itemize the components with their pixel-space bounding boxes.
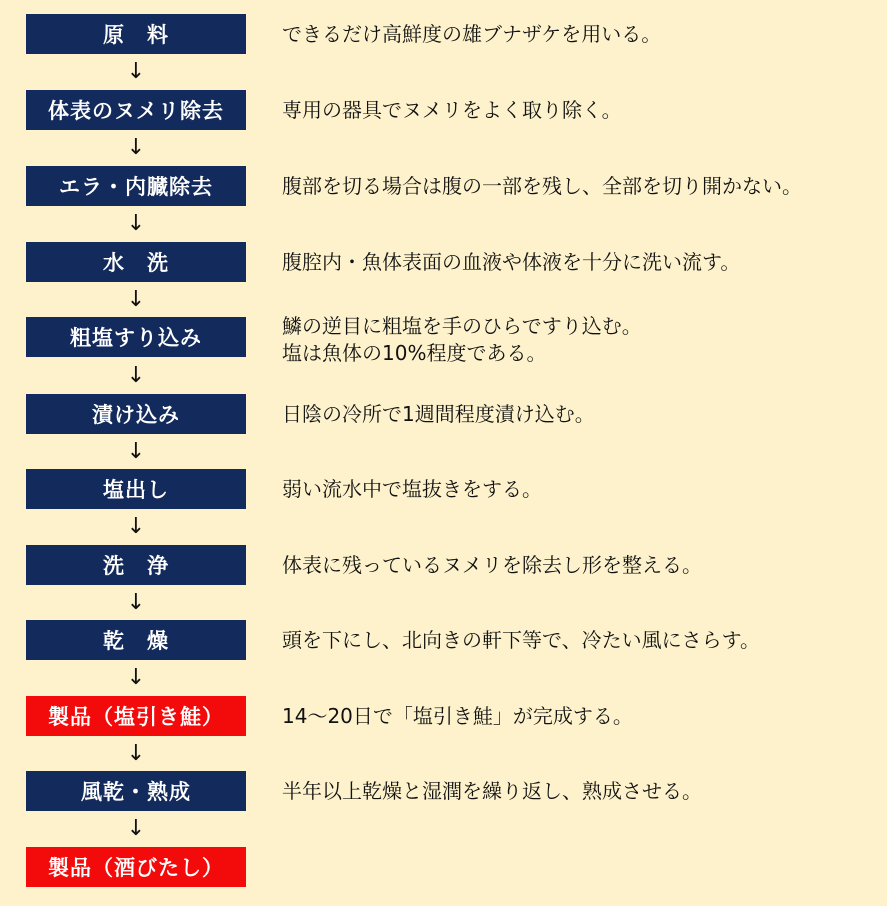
process-step-box: 体表のヌメリ除去 — [26, 90, 246, 130]
step-description — [282, 249, 740, 276]
step-description — [282, 476, 542, 503]
product-step-box: 製品（酒びたし） — [26, 847, 246, 887]
down-arrow-icon: ↓ — [126, 135, 146, 160]
process-step-box: エラ・内臓除去 — [26, 166, 246, 206]
down-arrow-icon: ↓ — [126, 665, 146, 690]
process-step-box: 乾 燥 — [26, 620, 246, 660]
step-description — [282, 552, 702, 579]
description-line: 塩は魚体の10%程度である。 — [282, 341, 547, 365]
step-description — [282, 21, 661, 48]
down-arrow-icon: ↓ — [126, 59, 146, 84]
process-step-box: 洗 浄 — [26, 545, 246, 585]
step-description — [282, 401, 595, 428]
down-arrow-icon: ↓ — [126, 362, 146, 388]
process-step-box: 塩出し — [26, 469, 246, 509]
description-line: 専用の器具でヌメリをよく取り除く。 — [282, 97, 622, 122]
description-line: できるだけ高鮮度の雄ブナザケを用いる。 — [282, 21, 662, 46]
down-arrow-icon: ↓ — [126, 286, 146, 312]
description-line: 頭を下にし、北向きの軒下等で、冷たい風にさらす。 — [282, 627, 760, 652]
product-step-box: 製品（塩引き鮭） — [26, 696, 246, 736]
description-line: 鱗の逆目に粗塩を手のひらですり込む。 — [282, 314, 642, 338]
process-step-box: 粗塩すり込み — [26, 317, 246, 357]
step-description — [282, 313, 642, 367]
description-line: 半年以上乾燥と湿潤を繰り返し、熟成させる。 — [282, 778, 702, 803]
description-line: 腹部を切る場合は腹の一部を残し、全部を切り開かない。 — [282, 173, 802, 198]
step-description — [282, 173, 802, 200]
step-description — [282, 778, 702, 805]
down-arrow-icon: ↓ — [126, 816, 146, 841]
description-line: 14～20日で「塩引き鮭」が完成する。 — [282, 703, 633, 728]
process-step-box: 風乾・熟成 — [26, 771, 246, 811]
process-step-box: 漬け込み — [26, 394, 246, 434]
step-description — [282, 703, 633, 730]
description-line: 弱い流水中で塩抜きをする。 — [282, 476, 542, 501]
down-arrow-icon: ↓ — [126, 589, 146, 615]
step-description — [282, 97, 622, 124]
process-step-box: 水 洗 — [26, 242, 246, 282]
down-arrow-icon: ↓ — [126, 211, 146, 236]
down-arrow-icon: ↓ — [126, 438, 146, 464]
process-step-box: 原 料 — [26, 14, 246, 54]
down-arrow-icon: ↓ — [126, 514, 146, 539]
step-description — [282, 627, 760, 654]
description-line: 日陰の冷所で1週間程度漬け込む。 — [282, 401, 595, 426]
description-line: 体表に残っているヌメリを除去し形を整える。 — [282, 552, 702, 577]
description-line: 腹腔内・魚体表面の血液や体液を十分に洗い流す。 — [282, 249, 741, 274]
down-arrow-icon: ↓ — [126, 740, 146, 766]
